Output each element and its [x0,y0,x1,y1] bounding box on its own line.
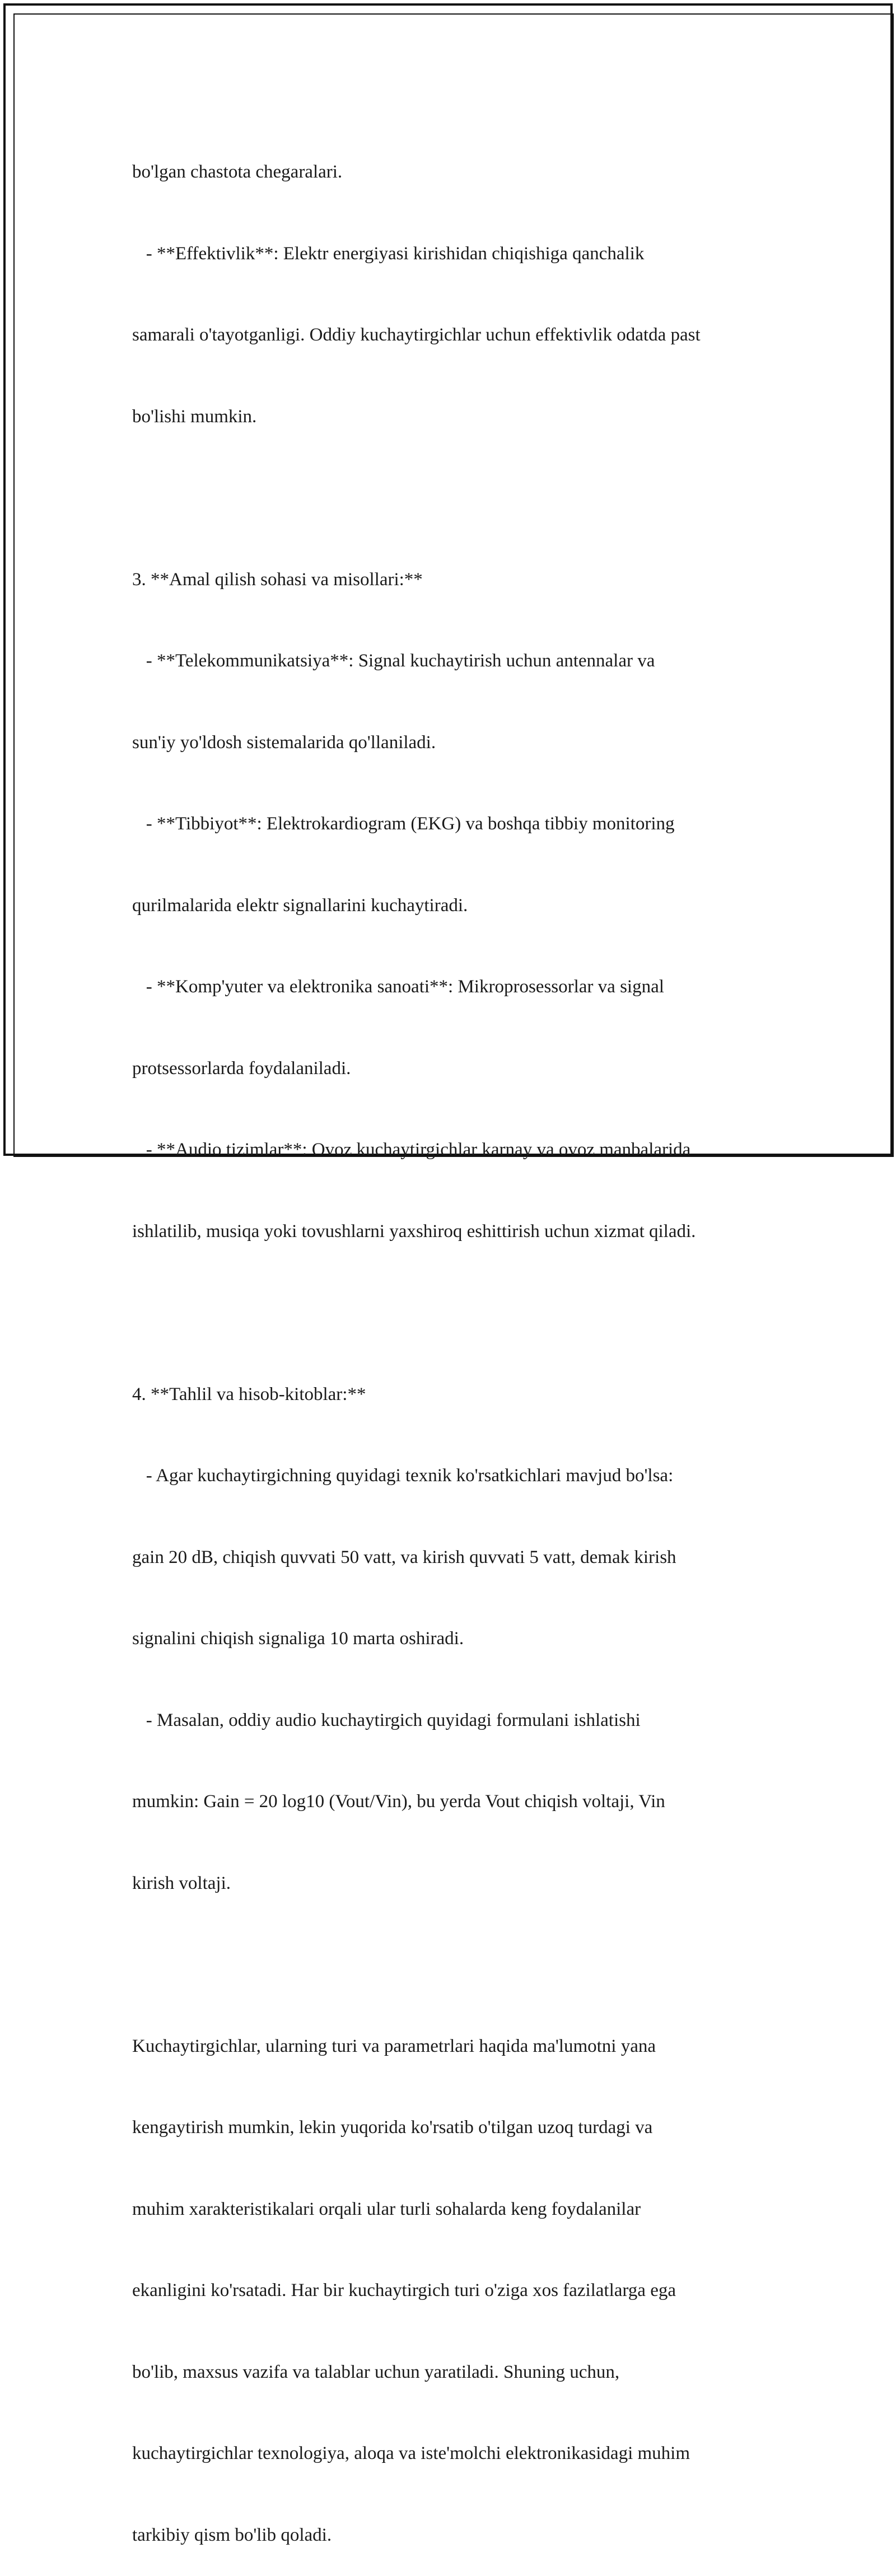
text-line: - Masalan, oddiy audio kuchaytirgich quyidagi formulani ishlatishi [132,1710,641,1730]
text-line: qurilmalarida elektr signallarini kuchaytiradi. [132,895,468,916]
text-line: sun'iy yo'ldosh sistemalarida qo'llaniladi. [132,732,436,753]
conclusion-line: ekanligini ko'rsatadi. Har bir kuchaytirgich turi o'ziga xos fazilatlarga ega [132,2280,676,2300]
text-line: gain 20 dB, chiqish quvvati 50 vatt, va kirish quvvati 5 vatt, demak kirish [132,1547,676,1567]
text-line: mumkin: Gain = 20 log10 (Vout/Vin), bu yerda Vout chiqish voltaji, Vin [132,1791,665,1812]
section-heading-3: 3. **Amal qilish sohasi va misollari:** [132,569,423,590]
text-line: - **Effektivlik**: Elektr energiyasi kirishidan chiqishiga qanchalik [132,243,645,264]
conclusion-line: kengaytirish mumkin, lekin yuqorida ko'rsatib o'tilgan uzoq turdagi va [132,2117,653,2138]
text-line: - **Tibbiyot**: Elektrokardiogram (EKG) va boshqa tibbiy monitoring [132,814,675,834]
text-line: protsessorlarda foydalaniladi. [132,1058,351,1079]
text-line: - **Audio tizimlar**: Ovoz kuchaytirgichlar karnay va ovoz manbalarida [132,1140,691,1160]
section-heading-4: 4. **Tahlil va hisob-kitoblar:** [132,1384,366,1404]
text-line: ishlatilib, musiqa yoki tovushlarni yaxshiroq eshittirish uchun xizmat qiladi. [132,1221,696,1242]
conclusion-line: tarkibiy qism bo'lib qoladi. [132,2524,332,2545]
text-line: bo'lishi mumkin. [132,406,257,427]
conclusion-line: Kuchaytirgichlar, ularning turi va parametrlari haqida ma'lumotni yana [132,2036,656,2056]
blank-line [132,1951,782,1978]
blank-line [132,1299,782,1327]
text-line: samarali o'tayotganligi. Oddiy kuchaytirgichlar uchun effektivlik odatda past [132,325,701,345]
blank-line [132,484,782,512]
conclusion-line: muhim xarakteristikalari orqali ular turli sohalarda keng foydalanilar [132,2199,641,2219]
text-line: kirish voltaji. [132,1873,231,1893]
text-line: - **Telekommunikatsiya**: Signal kuchaytirish uchun antennalar va [132,651,655,671]
document-text [132,104,782,2576]
text-line: - Agar kuchaytirgichning quyidagi texnik ko'rsatkichlari mavjud bo'lsa: [132,1466,674,1486]
conclusion-line: kuchaytirgichlar texnologiya, aloqa va iste'molchi elektronikasidagi muhim [132,2443,690,2463]
text-line: bo'lgan chastota chegaralari. [132,162,343,182]
conclusion-line: bo'lib, maxsus vazifa va talablar uchun yaratiladi. Shuning uchun, [132,2362,620,2382]
text-line: signalini chiqish signaliga 10 marta oshiradi. [132,1628,464,1649]
text-line: - **Komp'yuter va elektronika sanoati**: Mikroprosessorlar va signal [132,977,664,997]
